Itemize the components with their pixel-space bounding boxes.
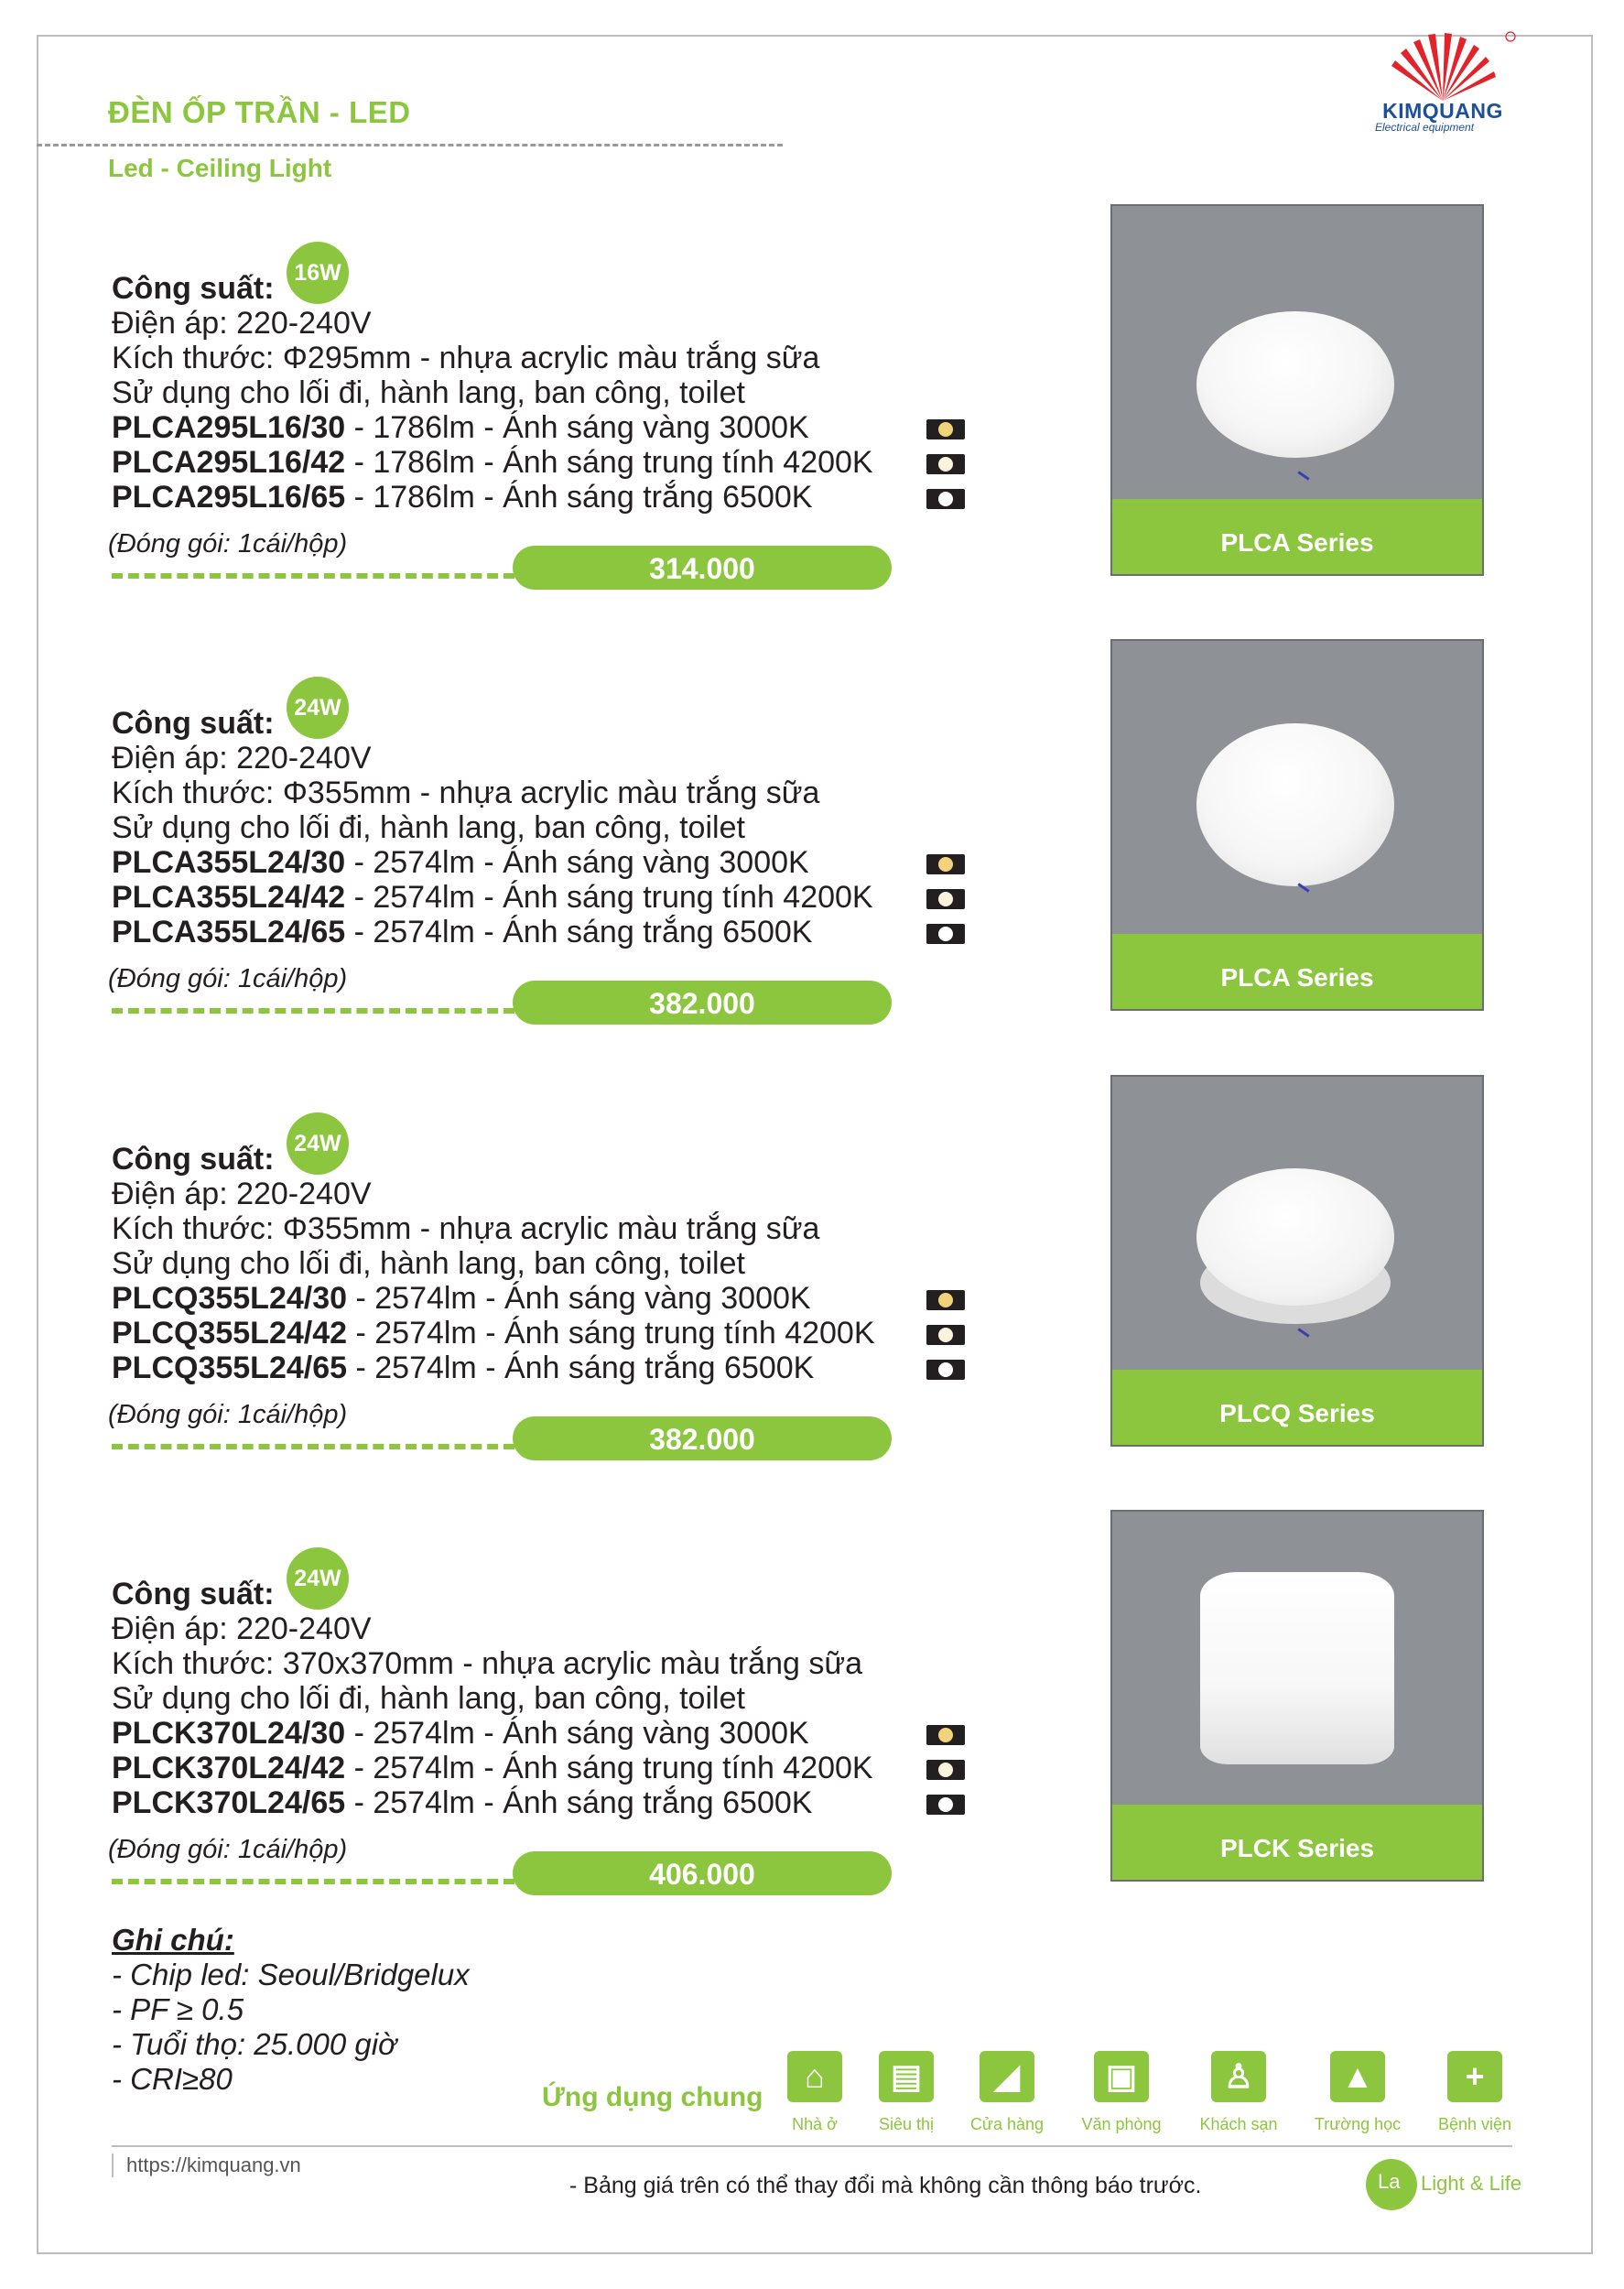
series-label: PLCK Series: [1112, 1805, 1482, 1880]
app-item: [1424, 2051, 1525, 2134]
logo-name: KIMQUANG: [1382, 99, 1503, 123]
neutral-light-icon: [926, 454, 965, 474]
variant-desc: - 2574lm - Ánh sáng trung tính 4200K: [345, 1751, 873, 1785]
size-text: Kích thước: Φ355mm - nhựa acrylic màu trắng sữa: [112, 1211, 820, 1246]
medical-cross-icon: +: [1447, 2051, 1502, 2102]
warm-light-icon: [926, 1725, 965, 1745]
app-item: [764, 2051, 865, 2134]
variant-desc: - 2574lm - Ánh sáng trung tính 4200K: [345, 880, 873, 915]
notes-section: [112, 1923, 470, 2097]
variant-row: [112, 480, 812, 515]
price-tag: 406.000: [513, 1851, 892, 1895]
variant-code: PLCK370L24/42: [112, 1751, 346, 1785]
size-text: Kích thước: 370x370mm - nhựa acrylic màu trắng sữa: [112, 1646, 863, 1681]
variant-code: PLCA295L16/42: [112, 445, 346, 480]
bellboy-icon: ♙: [1211, 2051, 1266, 2102]
variant-row: [112, 915, 812, 950]
variant-code: PLCQ355L24/30: [112, 1281, 348, 1316]
app-item: [1307, 2051, 1408, 2134]
app-label: Khách sạn: [1199, 2115, 1278, 2133]
round-lamp-image: [1196, 723, 1394, 886]
variant-desc: - 2574lm - Ánh sáng trắng 6500K: [345, 1785, 813, 1820]
website-link[interactable]: https://kimquang.vn: [112, 2153, 301, 2177]
page-title: ĐÈN ỐP TRẦN - LED: [108, 95, 411, 129]
high-heel-icon: ◢: [980, 2051, 1034, 2102]
usage-text: Sử dụng cho lối đi, hành lang, ban công, toilet: [112, 810, 745, 845]
price-tag: 314.000: [513, 546, 892, 590]
voltage-text: Điện áp: 220-240V: [112, 1177, 372, 1211]
applications-title: Ứng dụng chung: [542, 2082, 763, 2112]
product-block: [0, 694, 1624, 1136]
usage-text: Sử dụng cho lối đi, hành lang, ban công, toilet: [112, 1246, 745, 1281]
notes-title: Ghi chú:: [112, 1923, 234, 1957]
series-label: PLCA Series: [1112, 499, 1482, 574]
neutral-light-icon: [926, 1325, 965, 1345]
app-label: Bệnh viện: [1437, 2115, 1512, 2133]
packing-text: (Đóng gói: 1cái/hộp): [108, 529, 348, 559]
variant-code: PLCA295L16/30: [112, 410, 346, 445]
variant-desc: - 2574lm - Ánh sáng vàng 3000K: [345, 845, 809, 880]
graduation-cap-icon: ▲: [1330, 2051, 1385, 2102]
power-label: Công suất:: [112, 706, 275, 741]
variant-row: [112, 1716, 809, 1752]
power-badge: 24W: [287, 1547, 349, 1610]
product-image: [1110, 1075, 1484, 1447]
header-divider: [37, 144, 783, 146]
note-item: - CRI≥80: [112, 2062, 233, 2096]
white-light-icon: [926, 924, 965, 944]
product-image: [1110, 204, 1484, 576]
variant-row: [112, 1351, 814, 1386]
series-label: PLCQ Series: [1112, 1370, 1482, 1445]
variant-desc: - 2574lm - Ánh sáng trung tính 4200K: [347, 1316, 875, 1351]
note-item: - PF ≥ 0.5: [112, 1992, 244, 2026]
power-label: Công suất:: [112, 271, 275, 306]
variant-code: PLCK370L24/65: [112, 1785, 346, 1820]
size-text: Kích thước: Φ295mm - nhựa acrylic màu trắng sữa: [112, 341, 820, 375]
variant-row: [112, 445, 873, 481]
usage-text: Sử dụng cho lối đi, hành lang, ban công, toilet: [112, 1681, 745, 1716]
app-label: Siêu thị: [878, 2115, 935, 2133]
page-subtitle: Led - Ceiling Light: [108, 154, 332, 182]
variant-desc: - 1786lm - Ánh sáng trung tính 4200K: [345, 445, 873, 480]
variant-desc: - 2574lm - Ánh sáng vàng 3000K: [345, 1716, 809, 1751]
voltage-text: Điện áp: 220-240V: [112, 306, 372, 341]
variant-code: PLCA355L24/42: [112, 880, 346, 915]
app-label: Văn phòng: [1081, 2115, 1162, 2133]
variant-row: [112, 845, 809, 881]
app-item: [1071, 2051, 1172, 2134]
logo-tagline: Electrical equipment: [1375, 121, 1475, 134]
computer-desk-icon: ▣: [1094, 2051, 1149, 2102]
power-badge: 24W: [287, 1112, 349, 1175]
white-light-icon: [926, 489, 965, 509]
variant-row: [112, 1785, 812, 1821]
packing-text: (Đóng gói: 1cái/hộp): [108, 964, 348, 993]
warm-light-icon: [926, 854, 965, 874]
price-tag: 382.000: [513, 981, 892, 1025]
variant-desc: - 2574lm - Ánh sáng trắng 6500K: [345, 915, 813, 949]
brand-mark: La: [1378, 2170, 1401, 2193]
kimquang-logo: [1364, 29, 1521, 139]
dashed-divider: [112, 1879, 514, 1884]
product-image: [1110, 639, 1484, 1011]
app-label: Trường học: [1314, 2115, 1402, 2133]
product-image: [1110, 1510, 1484, 1882]
app-item: [957, 2051, 1057, 2134]
warm-light-icon: [926, 1290, 965, 1310]
series-label: PLCA Series: [1112, 934, 1482, 1009]
neutral-light-icon: [926, 889, 965, 909]
power-badge: 24W: [287, 677, 349, 739]
light-life-brand: Light & Life: [1421, 2172, 1522, 2195]
footer-divider: [112, 2145, 1512, 2147]
usage-text: Sử dụng cho lối đi, hành lang, ban công, toilet: [112, 375, 745, 410]
variant-desc: - 2574lm - Ánh sáng trắng 6500K: [347, 1351, 815, 1385]
variant-row: [112, 1281, 811, 1317]
app-label: Nhà ở: [792, 2115, 838, 2133]
variant-code: PLCA355L24/65: [112, 915, 346, 949]
voltage-text: Điện áp: 220-240V: [112, 1611, 372, 1646]
round-lamp-image: [1196, 311, 1394, 458]
variant-desc: - 2574lm - Ánh sáng vàng 3000K: [347, 1281, 811, 1316]
square-lamp-image: [1200, 1572, 1394, 1764]
variant-desc: - 1786lm - Ánh sáng vàng 3000K: [345, 410, 809, 445]
sunburst-logo-icon: [1364, 29, 1521, 103]
packing-text: (Đóng gói: 1cái/hộp): [108, 1835, 348, 1864]
warm-light-icon: [926, 419, 965, 439]
round-lamp-image: [1196, 1168, 1394, 1306]
variant-code: PLCQ355L24/42: [112, 1316, 348, 1351]
note-item: - Chip led: Seoul/Bridgelux: [112, 1958, 470, 1991]
variant-row: [112, 410, 809, 446]
price-disclaimer: - Bảng giá trên có thể thay đổi mà không cần thông báo trước.: [569, 2173, 1202, 2198]
app-item: [856, 2051, 957, 2134]
size-text: Kích thước: Φ355mm - nhựa acrylic màu trắng sữa: [112, 776, 820, 810]
variant-code: PLCQ355L24/65: [112, 1351, 348, 1385]
product-block: [0, 1130, 1624, 1572]
voltage-text: Điện áp: 220-240V: [112, 741, 372, 776]
variant-code: PLCA295L16/65: [112, 480, 346, 515]
power-badge: 16W: [287, 242, 349, 304]
dashed-divider: [112, 1008, 514, 1014]
cart-icon: ▤: [879, 2051, 934, 2102]
variant-code: PLCA355L24/30: [112, 845, 346, 880]
power-label: Công suất:: [112, 1142, 275, 1177]
variant-code: PLCK370L24/30: [112, 1716, 346, 1751]
variant-row: [112, 1751, 873, 1786]
variant-row: [112, 880, 873, 916]
variant-row: [112, 1316, 875, 1351]
product-block: [0, 259, 1624, 701]
packing-text: (Đóng gói: 1cái/hộp): [108, 1400, 348, 1429]
white-light-icon: [926, 1795, 965, 1815]
dashed-divider: [112, 1444, 514, 1449]
house-icon: ⌂: [787, 2051, 842, 2102]
white-light-icon: [926, 1360, 965, 1380]
variant-desc: - 1786lm - Ánh sáng trắng 6500K: [345, 480, 813, 515]
app-item: [1188, 2051, 1289, 2134]
neutral-light-icon: [926, 1760, 965, 1780]
dashed-divider: [112, 573, 514, 579]
power-label: Công suất:: [112, 1577, 275, 1611]
price-tag: 382.000: [513, 1416, 892, 1460]
note-item: - Tuổi thọ: 25.000 giờ: [112, 2027, 397, 2061]
light-life-logo-icon: [1366, 2159, 1417, 2210]
app-label: Cửa hàng: [969, 2115, 1045, 2133]
